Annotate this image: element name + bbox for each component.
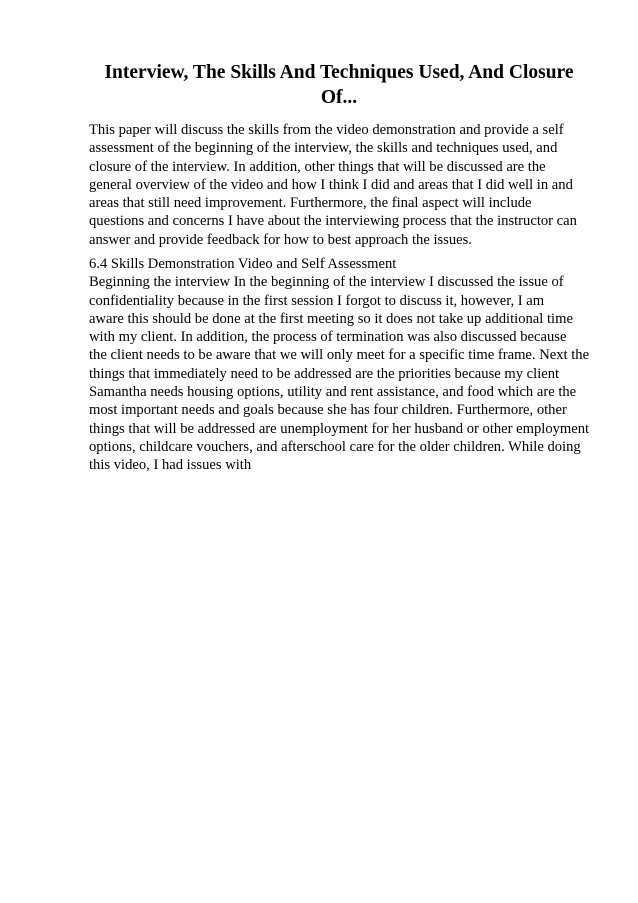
intro-line: closure of the interview. In addition, other things that will be discussed are the <box>89 158 546 175</box>
intro-line: answer and provide feedback for how to best approach the issues. <box>89 231 472 248</box>
section-line: Beginning the interview In the beginning of the interview I discussed the issue of <box>89 274 564 291</box>
intro-line: general overview of the video and how I think I did and areas that I did well in and <box>89 176 573 193</box>
section-line: things that will be addressed are unemployment for her husband or other employment <box>89 420 590 437</box>
document-title <box>60 60 618 110</box>
section-line: options, childcare vouchers, and afterschool care for the older children. While doing <box>89 438 581 455</box>
intro-line: assessment of the beginning of the interview, the skills and techniques used, and <box>89 140 558 157</box>
section-paragraph <box>89 255 609 475</box>
section-line: most important needs and goals because she has four children. Furthermore, other <box>89 402 567 419</box>
section-line: with my client. In addition, the process of termination was also discussed because <box>89 329 567 346</box>
section-line: this video, I had issues with <box>89 457 252 474</box>
intro-line: This paper will discuss the skills from the video demonstration and provide a self <box>89 122 564 138</box>
intro-line: questions and concerns I have about the interviewing process that the instructor can <box>89 213 577 230</box>
section-heading-line: 6.4 Skills Demonstration Video and Self Assessment <box>89 256 397 272</box>
intro-paragraph <box>89 121 609 249</box>
section-line: aware this should be done at the first meeting so it does not take up additional time <box>89 310 573 327</box>
section-line: the client needs to be aware that we will only meet for a specific time frame. Next the <box>89 347 590 364</box>
section-line: confidentiality because in the first session I forgot to discuss it, however, I am <box>89 292 545 309</box>
intro-line: areas that still need improvement. Furthermore, the final aspect will include <box>89 195 532 212</box>
title-line-2: Of... <box>320 87 358 108</box>
section-line: Samantha needs housing options, utility and rent assistance, and food which are the <box>89 384 577 401</box>
section-line: things that immediately need to be addressed are the priorities because my client <box>89 365 560 382</box>
title-line-1: Interview, The Skills And Techniques Used, And Closure <box>104 62 574 83</box>
